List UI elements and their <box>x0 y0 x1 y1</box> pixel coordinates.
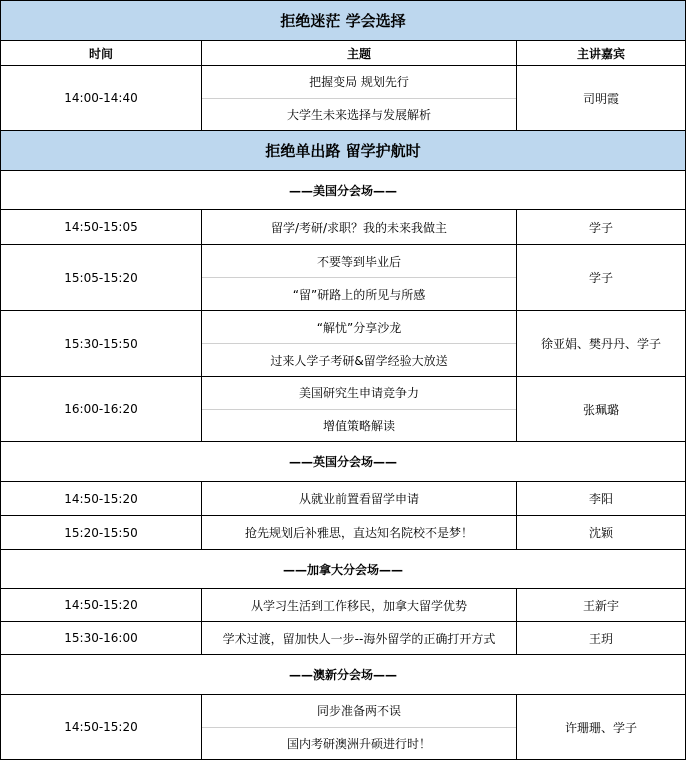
section-uk <box>1 442 685 482</box>
topic-line: 留学/考研/求职？我的未来我做主 <box>270 220 448 235</box>
table-row <box>1 377 685 442</box>
table-row <box>1 695 685 759</box>
row-topic <box>202 210 517 244</box>
topic-line: 从就业前置看留学申请 <box>298 492 419 506</box>
row-time: 15:30-15:50 <box>1 311 202 376</box>
header-topic: 主题 <box>202 41 517 65</box>
banner-subtitle-text: 拒绝单出路 留学护航时 <box>265 142 421 160</box>
row-topic <box>202 311 517 376</box>
section-us <box>1 171 685 210</box>
row-topic <box>202 589 517 621</box>
row-time: 15:30-16:00 <box>1 622 202 654</box>
header-speaker: 主讲嘉宾 <box>576 46 625 61</box>
row-time: 14:50-15:20 <box>1 589 202 621</box>
row-time: 16:00-16:20 <box>1 377 202 441</box>
section-us-title: ——美国分会场—— <box>288 183 397 198</box>
topic-line: 同步准备两不误 <box>316 704 401 719</box>
section-aunz-title: ——澳新分会场—— <box>288 668 397 682</box>
table-row <box>1 516 685 550</box>
row-topic <box>202 482 517 515</box>
row-time: 14:50-15:20 <box>1 695 202 759</box>
topic-line: “解忧”分享沙龙 <box>316 320 402 335</box>
section-canada-title: ——加拿大分会场—— <box>282 562 403 577</box>
row-topic <box>202 245 517 310</box>
row-speaker: 司明霞 <box>582 91 619 106</box>
row-speaker: 李阳 <box>588 492 613 506</box>
topic-line: 美国研究生申请竞争力 <box>298 386 419 401</box>
row-speaker: 学子 <box>588 271 613 285</box>
table-row <box>1 245 685 311</box>
topic-line: 增值策略解读 <box>202 409 516 442</box>
section-uk-title: ——英国分会场—— <box>288 455 397 469</box>
topic-line: 大学生未来选择与发展解析 <box>202 98 516 131</box>
banner-title-text: 拒绝迷茫 学会选择 <box>280 12 406 30</box>
header-time: 时间 <box>1 41 202 65</box>
row-speaker: 沈颖 <box>588 526 613 540</box>
row-time: 14:50-15:05 <box>1 210 202 244</box>
topic-line: 抢先规划后补雅思，直达知名院校不是梦！ <box>244 526 473 540</box>
row-topic <box>202 66 517 130</box>
table-row <box>1 311 685 377</box>
row-topic <box>202 516 517 549</box>
topic-line: 不要等到毕业后 <box>316 254 401 269</box>
row-speaker: 王玥 <box>588 631 613 646</box>
section-aunz <box>1 655 685 695</box>
row-speaker: 学子 <box>588 220 613 235</box>
table-row <box>1 210 685 245</box>
row-time: 14:00-14:40 <box>1 66 202 130</box>
row-time: 15:05-15:20 <box>1 245 202 310</box>
row-time: 15:20-15:50 <box>1 516 202 549</box>
table-row <box>1 66 685 131</box>
row-speaker: 徐亚娟、樊丹丹、学子 <box>540 337 661 351</box>
table-row <box>1 622 685 655</box>
topic-line: 国内考研澳洲升硕进行时！ <box>202 727 516 760</box>
row-topic <box>202 622 517 654</box>
topic-line: 学术过渡，留加快人一步--海外留学的正确打开方式 <box>222 631 496 646</box>
topic-line: 过来人学子考研&留学经验大放送 <box>202 343 516 376</box>
topic-line: 把握变局 规划先行 <box>309 75 409 90</box>
banner-subtitle <box>1 131 685 171</box>
row-speaker: 许珊珊、学子 <box>564 720 637 735</box>
row-topic <box>202 695 517 759</box>
row-time: 14:50-15:20 <box>1 482 202 515</box>
row-topic <box>202 377 517 441</box>
table-row <box>1 482 685 516</box>
table-row <box>1 589 685 622</box>
banner-title <box>1 1 685 41</box>
section-canada <box>1 550 685 589</box>
topic-line: 从学习生活到工作移民，加拿大留学优势 <box>250 598 467 613</box>
header-row <box>1 41 685 66</box>
row-speaker: 王新宇 <box>582 598 619 613</box>
topic-line: “留”研路上的所见与所感 <box>202 277 516 310</box>
row-speaker: 张珮璐 <box>582 402 619 417</box>
